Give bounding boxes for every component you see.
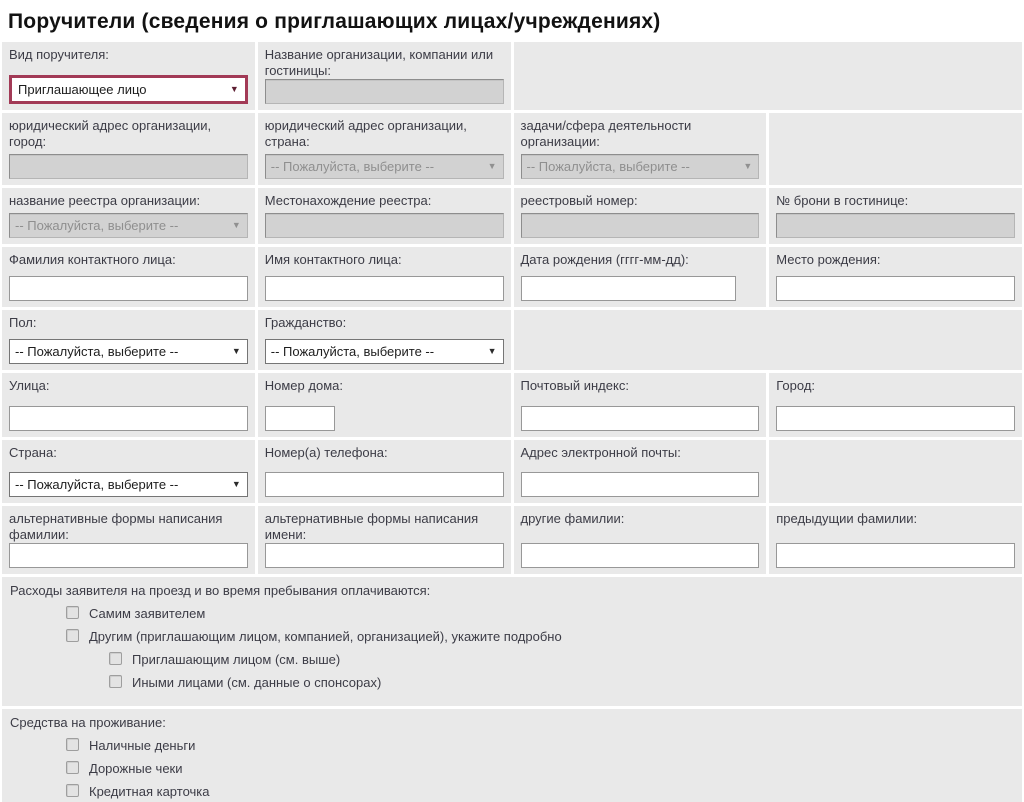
checkbox-label: Другим (приглашающим лицом, компанией, организацией), укажите подробно xyxy=(89,629,562,644)
gender-select[interactable] xyxy=(9,339,248,364)
chevron-down-icon: ▼ xyxy=(229,84,239,94)
org-addr-country-value: -- Пожалуйста, выберите -- xyxy=(270,159,435,174)
checkbox-label: Наличные деньги xyxy=(89,738,196,753)
alt-name-label: альтернативные формы написания имени: xyxy=(264,511,479,542)
email-input[interactable] xyxy=(521,472,760,497)
field-gender xyxy=(2,310,255,370)
checkbox-label: Приглашающим лицом (см. выше) xyxy=(132,652,341,667)
contact-surname-label: Фамилия контактного лица: xyxy=(9,252,176,267)
empty-cell xyxy=(514,310,1023,370)
field-contact-name xyxy=(258,247,511,307)
alt-surname-label: альтернативные формы написания фамилии: xyxy=(9,511,223,542)
contact-surname-input[interactable] xyxy=(9,276,248,301)
expenses-section-label: Расходы заявителя на проезд и во время пребывания оплачиваются: xyxy=(10,583,431,598)
country-select[interactable] xyxy=(9,472,248,497)
chevron-down-icon: ▼ xyxy=(487,346,497,356)
checkbox-icon[interactable] xyxy=(66,761,79,774)
field-email xyxy=(514,440,767,503)
other-surnames-label: другие фамилии: xyxy=(520,511,625,526)
checkbox-icon[interactable] xyxy=(109,652,122,665)
birth-date-input[interactable] xyxy=(521,276,736,301)
checkbox-label: Дорожные чеки xyxy=(89,761,183,776)
checkbox-label: Иными лицами (см. данные о спонсорах) xyxy=(132,675,382,690)
field-phone xyxy=(258,440,511,503)
org-name-input xyxy=(265,79,504,104)
country-label: Страна: xyxy=(9,445,57,460)
country-value: -- Пожалуйста, выберите -- xyxy=(15,477,179,492)
field-registry-number xyxy=(514,188,767,244)
checkbox-icon[interactable] xyxy=(66,629,79,642)
field-city xyxy=(769,373,1022,437)
funds-section xyxy=(2,709,1022,802)
guarantor-type-select[interactable] xyxy=(9,75,248,104)
other-surnames-input[interactable] xyxy=(521,543,760,568)
field-alt-name xyxy=(258,506,511,574)
funds-section-label: Средства на проживание: xyxy=(10,715,166,730)
email-label: Адрес электронной почты: xyxy=(520,445,681,460)
chevron-down-icon: ▼ xyxy=(743,161,753,171)
registry-name-select xyxy=(9,213,248,238)
street-input[interactable] xyxy=(9,406,248,431)
city-input[interactable] xyxy=(776,406,1015,431)
chevron-down-icon: ▼ xyxy=(487,161,497,171)
field-country xyxy=(2,440,255,503)
registry-number-input xyxy=(521,213,760,238)
phone-label: Номер(а) телефона: xyxy=(264,445,388,460)
field-org-addr-country xyxy=(258,113,511,185)
org-activity-label: задачи/сфера деятельности организации: xyxy=(520,118,692,149)
field-other-surnames xyxy=(514,506,767,574)
checkbox-row-self-payer[interactable] xyxy=(66,606,1014,622)
previous-surnames-label: предыдущии фамилии: xyxy=(776,511,918,526)
gender-value: -- Пожалуйста, выберите -- xyxy=(15,344,179,359)
org-activity-value: -- Пожалуйста, выберите -- xyxy=(526,159,690,174)
org-addr-country-select xyxy=(265,154,504,179)
hotel-booking-input xyxy=(776,213,1015,238)
chevron-down-icon: ▼ xyxy=(231,220,241,230)
checkbox-icon[interactable] xyxy=(66,606,79,619)
field-org-name xyxy=(258,42,511,110)
org-addr-city-input xyxy=(9,154,248,179)
phone-input[interactable] xyxy=(265,472,504,497)
field-birth-place xyxy=(769,247,1022,307)
field-org-activity xyxy=(514,113,767,185)
guarantor-type-label: Вид поручителя: xyxy=(9,47,109,62)
org-addr-country-label: юридический адрес организации, страна: xyxy=(264,118,467,149)
guarantor-form xyxy=(2,42,1022,802)
checkbox-row-other-persons[interactable] xyxy=(109,675,1014,691)
chevron-down-icon: ▼ xyxy=(231,479,241,489)
registry-name-value: -- Пожалуйста, выберите -- xyxy=(15,218,179,233)
contact-name-input[interactable] xyxy=(265,276,504,301)
registry-number-label: реестровый номер: xyxy=(520,193,638,208)
empty-cell xyxy=(514,42,1023,110)
previous-surnames-input[interactable] xyxy=(776,543,1015,568)
field-registry-name xyxy=(2,188,255,244)
field-postal-code xyxy=(514,373,767,437)
registry-location-label: Местонахождение реестра: xyxy=(264,193,432,208)
chevron-down-icon: ▼ xyxy=(231,346,241,356)
field-contact-surname xyxy=(2,247,255,307)
checkbox-row-credit-card[interactable] xyxy=(66,784,1014,800)
postal-code-label: Почтовый индекс: xyxy=(520,378,629,393)
citizenship-label: Гражданство: xyxy=(264,315,347,330)
empty-cell xyxy=(769,113,1022,185)
citizenship-value: -- Пожалуйста, выберите -- xyxy=(270,344,435,359)
field-alt-surname xyxy=(2,506,255,574)
city-label: Город: xyxy=(776,378,816,393)
org-addr-city-label: юридический адрес организации, город: xyxy=(9,118,212,149)
gender-label: Пол: xyxy=(9,315,37,330)
birth-place-label: Место рождения: xyxy=(776,252,881,267)
page-title: Поручители (сведения о приглашающих лицах/учреждениях) xyxy=(8,10,661,33)
registry-name-label: название реестра организации: xyxy=(9,193,201,208)
house-number-input[interactable] xyxy=(265,406,335,431)
field-org-addr-city xyxy=(2,113,255,185)
contact-name-label: Имя контактного лица: xyxy=(264,252,402,267)
checkbox-row-traveller-cheques[interactable] xyxy=(66,761,1014,777)
birth-place-input[interactable] xyxy=(776,276,1015,301)
registry-location-input xyxy=(265,213,504,238)
field-hotel-booking xyxy=(769,188,1022,244)
field-street xyxy=(2,373,255,437)
field-previous-surnames xyxy=(769,506,1022,574)
checkbox-icon[interactable] xyxy=(66,738,79,751)
field-house-number xyxy=(258,373,511,437)
checkbox-row-cash[interactable] xyxy=(66,738,1014,754)
street-label: Улица: xyxy=(9,378,50,393)
empty-cell xyxy=(769,440,1022,503)
expenses-section xyxy=(2,577,1022,706)
field-birth-date xyxy=(514,247,767,307)
checkbox-icon[interactable] xyxy=(109,675,122,688)
guarantor-type-value: Приглашающее лицо xyxy=(18,82,147,97)
hotel-booking-label: № брони в гостинице: xyxy=(776,193,909,208)
org-activity-select xyxy=(521,154,760,179)
checkbox-row-inviting-person[interactable] xyxy=(109,652,1014,668)
alt-surname-input[interactable] xyxy=(9,543,248,568)
postal-code-input[interactable] xyxy=(521,406,760,431)
field-citizenship xyxy=(258,310,511,370)
house-number-label: Номер дома: xyxy=(264,378,343,393)
birth-date-label: Дата рождения (гггг-мм-дд): xyxy=(520,252,689,267)
alt-name-input[interactable] xyxy=(265,543,504,568)
citizenship-select[interactable] xyxy=(265,339,504,364)
checkbox-row-other-payer[interactable] xyxy=(66,629,1014,645)
field-guarantor-type xyxy=(2,42,255,110)
checkbox-label: Самим заявителем xyxy=(89,606,206,621)
org-name-label: Название организации, компании или гостиницы: xyxy=(264,47,494,78)
checkbox-icon[interactable] xyxy=(66,784,79,797)
checkbox-label: Кредитная карточка xyxy=(89,784,210,799)
field-registry-location xyxy=(258,188,511,244)
